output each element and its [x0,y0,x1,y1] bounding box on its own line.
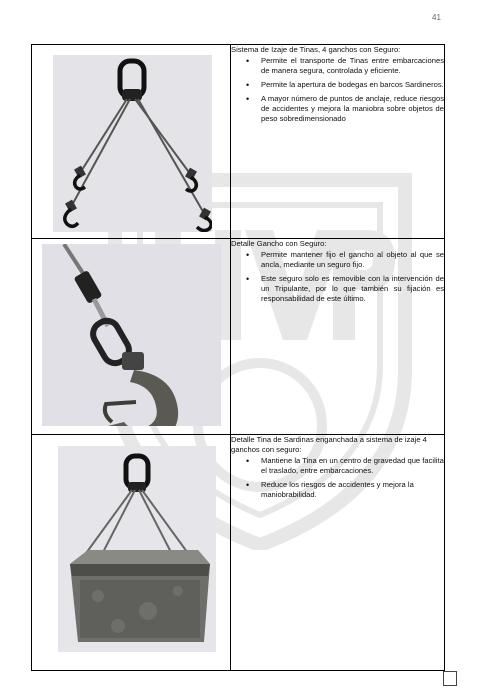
description-cell [231,239,445,435]
bullet-item: • Mantiene la Tina en un centro de gravedad que facilita el traslado, entre embarcaciones. [261,456,444,476]
table-row [32,239,445,435]
sardine-tub-photo [58,446,216,652]
corner-checkbox-shape [443,671,457,686]
safety-hook-photo [42,244,221,426]
page-number: 41 [432,13,441,22]
image-cell [32,45,231,239]
bullet-item: • Permite el transporte de Tinas entre embarcaciones de manera segura, controlada y eficiente. [261,56,444,76]
image-cell [32,435,231,671]
bullet-list [231,456,444,500]
table-row [32,45,445,239]
bullet-item: • Este seguro solo es removible con la intervención de un Tripulante, por lo que también su fijación es responsabilidad de este último. [261,274,444,304]
bullet-list [231,56,444,124]
section-title: Detalle Tina de Sardinas enganchada a sistema de izaje 4 ganchos con seguro: [231,435,427,454]
image-cell [32,239,231,435]
description-cell [231,45,445,239]
section-title: Detalle Gancho con Seguro: [231,239,327,248]
bullet-item: • Permite mantener fijo el gancho al objeto al que se ancla, mediante un seguro fijo. [261,250,444,270]
section-title: Sistema de Izaje de Tinas, 4 ganchos con Seguro: [231,45,401,54]
bullet-list [231,250,444,304]
lifting-sling-photo [53,55,212,232]
description-cell [231,435,445,671]
bullet-item: • Reduce los riesgos de accidentes y mejora la maniobrabilidad. [261,480,444,500]
equipment-table [31,44,445,671]
bullet-item: • A mayor número de puntos de anclaje, reduce riesgos de accidentes y mejora la maniobra sobre objetos de peso sobredimensionado [261,94,444,124]
bullet-item: • Permite la apertura de bodegas en barcos Sardineros. [261,80,444,90]
table-row [32,435,445,671]
